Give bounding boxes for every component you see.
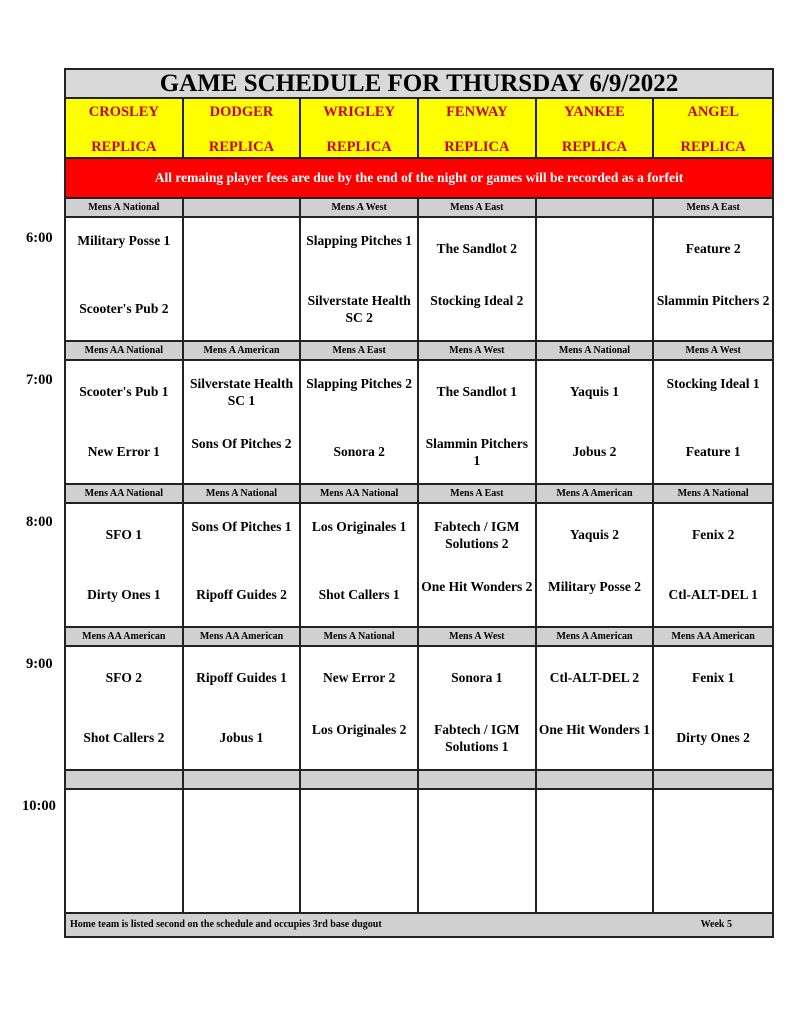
division-label: Mens A West bbox=[685, 345, 741, 356]
game-cell bbox=[419, 790, 537, 912]
field-header-fenway bbox=[419, 99, 537, 157]
division-label bbox=[184, 199, 302, 216]
time-label: 6:00 bbox=[26, 230, 53, 246]
away-team: Slapping Pitches 2 bbox=[306, 376, 413, 391]
away-team: Slapping Pitches 1 bbox=[306, 233, 413, 248]
division-label: Mens AA American bbox=[184, 628, 302, 645]
division-label: Mens AA National bbox=[301, 485, 419, 502]
game-row bbox=[66, 790, 772, 914]
home-team: Scooter's Pub 2 bbox=[79, 301, 169, 316]
division-label: Mens A National bbox=[537, 342, 655, 359]
home-team: Slammin Pitchers 1 bbox=[425, 436, 528, 468]
game-cell bbox=[537, 647, 655, 769]
field-header-wrigley bbox=[301, 99, 419, 157]
field-header-crosley bbox=[66, 99, 184, 157]
home-team: Sonora 2 bbox=[333, 444, 385, 459]
field-name: DODGER bbox=[209, 104, 274, 120]
home-team: Los Originales 2 bbox=[311, 722, 407, 737]
away-team: Fenix 1 bbox=[691, 670, 735, 685]
game-cell bbox=[66, 790, 184, 912]
field-sub: REPLICA bbox=[444, 139, 510, 155]
home-team: Shot Callers 2 bbox=[83, 730, 165, 745]
away-team: SFO 1 bbox=[105, 527, 143, 542]
field-name: WRIGLEY bbox=[323, 104, 396, 120]
division-label: Mens AA American bbox=[66, 628, 184, 645]
field-name: YANKEE bbox=[564, 104, 625, 120]
division-row bbox=[66, 485, 772, 504]
game-cell bbox=[537, 361, 655, 483]
division-label: Mens A National bbox=[184, 485, 302, 502]
game-cell bbox=[66, 361, 184, 483]
away-team: Fabtech / IGM Solutions 2 bbox=[434, 519, 520, 551]
field-sub: REPLICA bbox=[91, 139, 157, 155]
field-name: ANGEL bbox=[687, 104, 739, 120]
home-team: Dirty Ones 2 bbox=[676, 730, 750, 745]
time-label: 10:00 bbox=[22, 798, 56, 814]
division-row bbox=[66, 628, 772, 647]
game-cell bbox=[419, 218, 537, 340]
game-cell bbox=[66, 504, 184, 626]
field-name: FENWAY bbox=[446, 104, 508, 120]
time-label: 8:00 bbox=[26, 514, 53, 530]
division-label: Mens A West bbox=[301, 199, 419, 216]
game-cell bbox=[419, 504, 537, 626]
field-sub: REPLICA bbox=[208, 139, 275, 155]
game-cell bbox=[184, 504, 302, 626]
time-label: 7:00 bbox=[26, 372, 53, 388]
division-label: Mens A National bbox=[677, 488, 749, 499]
division-label: Mens AA National bbox=[66, 485, 184, 502]
week-label: Week 5 bbox=[700, 919, 732, 930]
home-team: One Hit Wonders 2 bbox=[421, 579, 533, 594]
field-sub: REPLICA bbox=[680, 139, 746, 155]
field-header-row bbox=[66, 99, 772, 159]
home-team: Slammin Pitchers 2 bbox=[656, 293, 770, 308]
division-row bbox=[66, 771, 772, 790]
game-cell bbox=[301, 218, 419, 340]
schedule-sheet bbox=[64, 68, 774, 938]
game-row bbox=[66, 218, 772, 342]
home-team: Military Posse 2 bbox=[548, 579, 641, 594]
away-team: New Error 2 bbox=[323, 670, 396, 685]
game-cell bbox=[301, 647, 419, 769]
home-team: One Hit Wonders 1 bbox=[538, 722, 651, 737]
away-team: Stocking Ideal 1 bbox=[666, 376, 760, 391]
game-cell bbox=[537, 218, 655, 340]
game-cell bbox=[301, 790, 419, 912]
division-label: Mens A East bbox=[419, 199, 537, 216]
division-label bbox=[184, 771, 302, 788]
game-cell bbox=[654, 218, 772, 340]
game-cell bbox=[654, 790, 772, 912]
home-team: Stocking Ideal 2 bbox=[430, 293, 524, 308]
game-row bbox=[66, 361, 772, 485]
away-team: Ripoff Guides 1 bbox=[196, 670, 287, 685]
field-header-angel bbox=[654, 99, 772, 157]
division-label: Mens A East bbox=[301, 342, 419, 359]
game-cell bbox=[301, 504, 419, 626]
away-team: The Sandlot 2 bbox=[436, 241, 517, 256]
division-label: Mens AA National bbox=[66, 342, 184, 359]
game-cell bbox=[654, 647, 772, 769]
field-header-dodger bbox=[184, 99, 302, 157]
field-name: CROSLEY bbox=[88, 104, 159, 120]
game-cell bbox=[66, 647, 184, 769]
game-cell bbox=[184, 790, 302, 912]
home-team: Ripoff Guides 2 bbox=[196, 587, 287, 602]
away-team: SFO 2 bbox=[105, 670, 143, 685]
division-label: Mens A American bbox=[537, 628, 655, 645]
game-cell bbox=[184, 361, 302, 483]
division-label: Mens A East bbox=[419, 485, 537, 502]
page-title: GAME SCHEDULE FOR THURSDAY 6/9/2022 bbox=[66, 70, 772, 99]
home-team: Dirty Ones 1 bbox=[87, 587, 161, 602]
game-cell bbox=[184, 647, 302, 769]
home-team: Fabtech / IGM Solutions 1 bbox=[434, 722, 520, 754]
division-label: Mens A West bbox=[419, 342, 537, 359]
away-team: The Sandlot 1 bbox=[436, 384, 517, 399]
division-label bbox=[301, 771, 419, 788]
home-team: Silverstate Health SC 2 bbox=[307, 293, 411, 325]
time-slots bbox=[66, 199, 772, 914]
away-team: Ctl-ALT-DEL 2 bbox=[549, 670, 640, 685]
footer-bar bbox=[66, 914, 772, 936]
division-label bbox=[537, 771, 655, 788]
footer-note: Home team is listed second on the schedule and occupies 3rd base dugout bbox=[70, 919, 382, 930]
away-team: Yaquis 1 bbox=[569, 384, 620, 399]
fee-warning-banner: All remaing player fees are due by the end of the night or games will be recorded as a forfeit bbox=[66, 159, 772, 199]
away-team: Los Originales 1 bbox=[311, 519, 407, 534]
home-team: Jobus 1 bbox=[219, 730, 264, 745]
division-row bbox=[66, 342, 772, 361]
home-team: Sons Of Pitches 2 bbox=[191, 436, 292, 451]
division-label: Mens A American bbox=[184, 342, 302, 359]
game-cell bbox=[654, 361, 772, 483]
home-team: New Error 1 bbox=[87, 444, 160, 459]
division-label bbox=[419, 771, 537, 788]
away-team: Scooter's Pub 1 bbox=[79, 384, 169, 399]
game-cell bbox=[301, 361, 419, 483]
field-header-yankee bbox=[537, 99, 655, 157]
game-cell bbox=[419, 647, 537, 769]
game-cell bbox=[184, 218, 302, 340]
game-cell bbox=[537, 790, 655, 912]
away-team: Silverstate Health SC 1 bbox=[189, 376, 294, 408]
home-team: Shot Callers 1 bbox=[318, 587, 400, 602]
home-team: Ctl-ALT-DEL 1 bbox=[668, 587, 758, 602]
division-label: Mens A East bbox=[686, 202, 740, 213]
division-label bbox=[654, 771, 772, 788]
time-label: 9:00 bbox=[26, 656, 53, 672]
game-row bbox=[66, 647, 772, 771]
home-team: Feature 1 bbox=[685, 444, 741, 459]
game-cell bbox=[654, 504, 772, 626]
division-row bbox=[66, 199, 772, 218]
away-team: Fenix 2 bbox=[691, 527, 735, 542]
away-team: Sonora 1 bbox=[451, 670, 503, 685]
field-sub: REPLICA bbox=[561, 139, 628, 155]
game-cell bbox=[66, 218, 184, 340]
division-label: Mens A National bbox=[66, 199, 184, 216]
game-row bbox=[66, 504, 772, 628]
game-cell bbox=[537, 504, 655, 626]
field-sub: REPLICA bbox=[326, 139, 392, 155]
division-label bbox=[537, 199, 655, 216]
game-cell bbox=[419, 361, 537, 483]
division-label: Mens A American bbox=[537, 485, 655, 502]
division-label: Mens A National bbox=[301, 628, 419, 645]
away-team: Military Posse 1 bbox=[77, 233, 171, 248]
division-label: Mens AA American bbox=[671, 631, 755, 642]
away-team: Feature 2 bbox=[685, 241, 741, 256]
home-team: Jobus 2 bbox=[572, 444, 617, 459]
away-team: Yaquis 2 bbox=[569, 527, 620, 542]
away-team: Sons Of Pitches 1 bbox=[191, 519, 292, 534]
division-label bbox=[66, 771, 184, 788]
division-label: Mens A West bbox=[419, 628, 537, 645]
